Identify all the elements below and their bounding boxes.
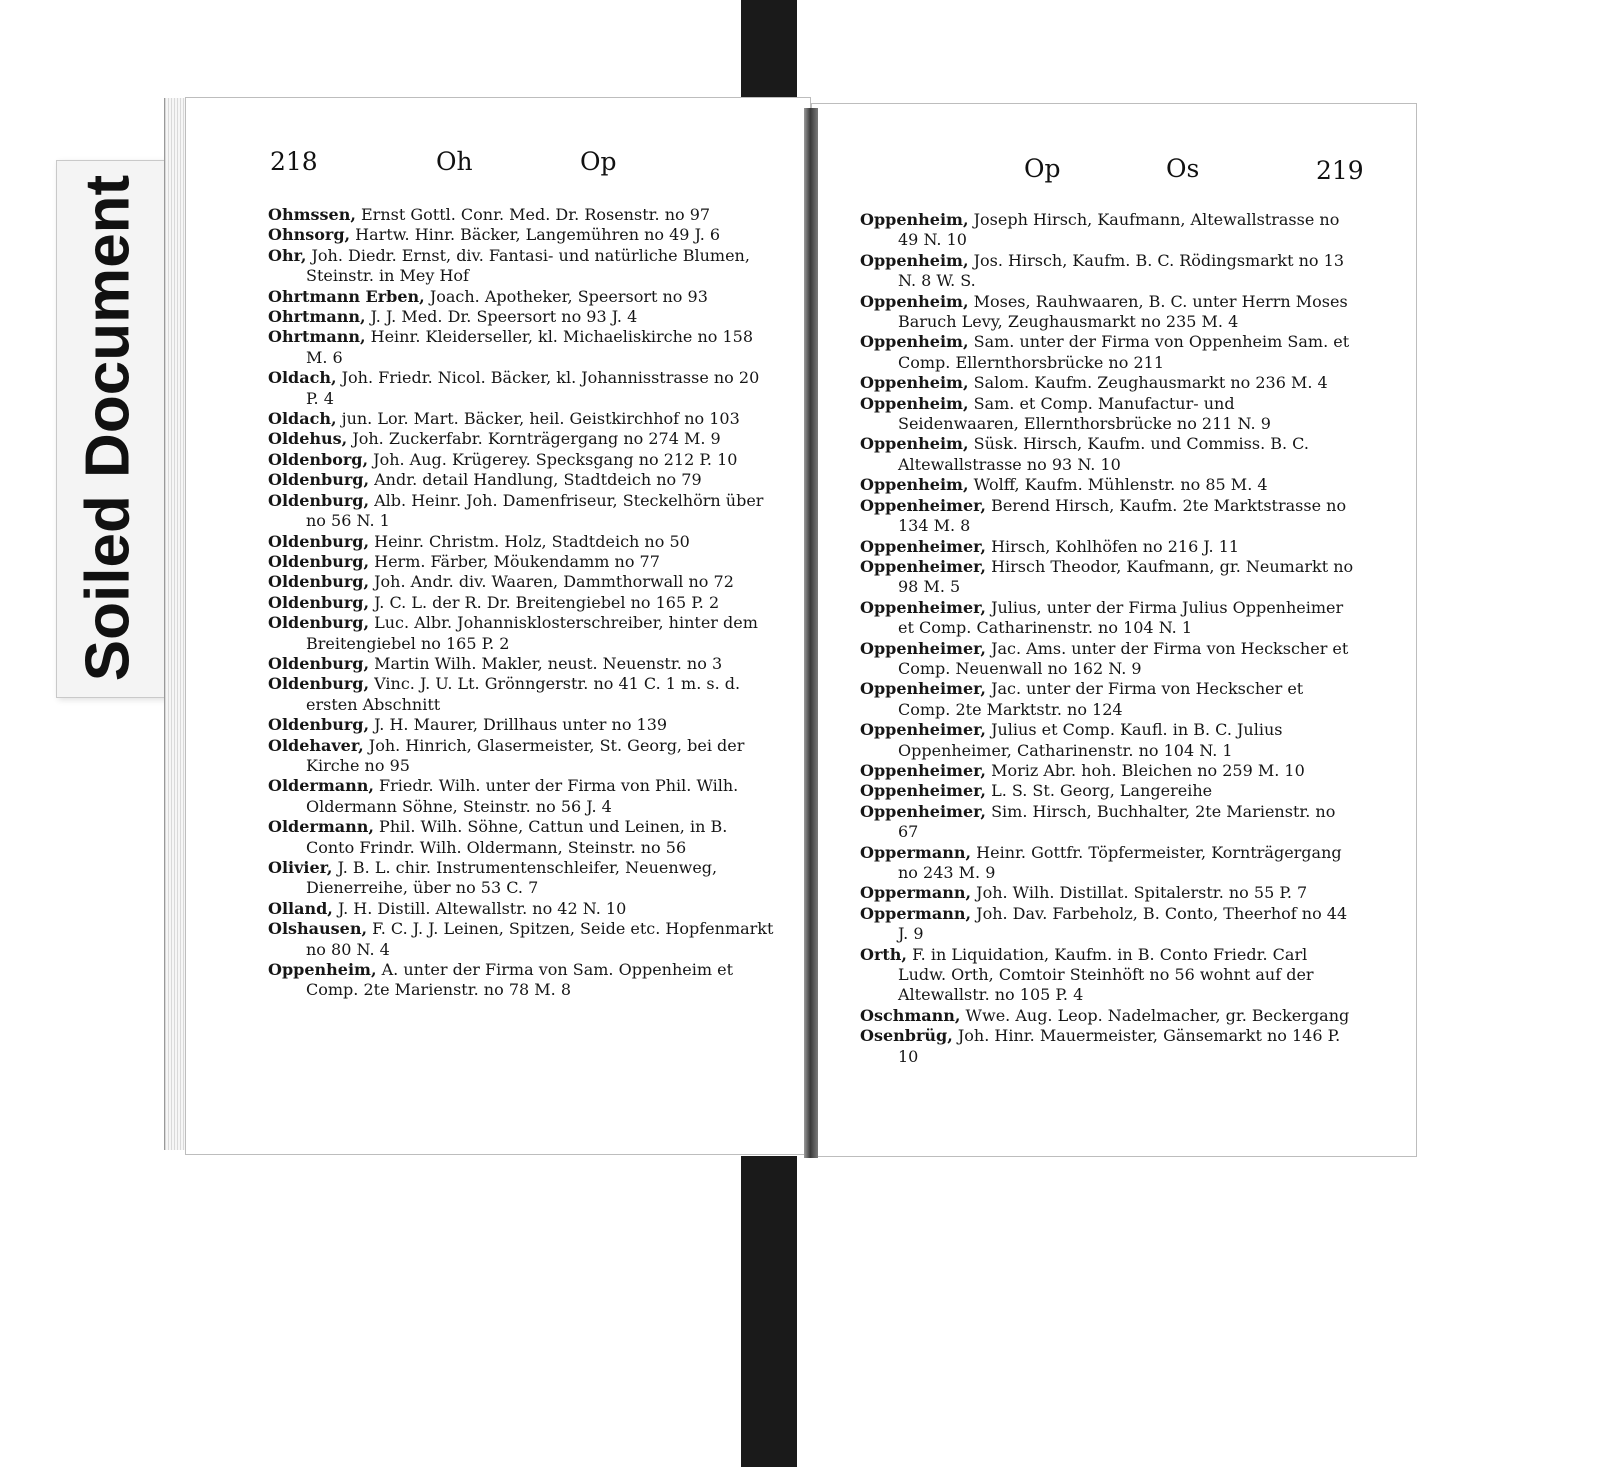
entry-details: J. J. Med. Dr. Speersort no 93 J. 4 (370, 307, 638, 327)
directory-entry (860, 883, 1360, 903)
directory-entry (268, 776, 774, 817)
directory-entry (268, 593, 774, 613)
entry-name: Ohmssen, (268, 205, 356, 224)
directory-entry (268, 654, 774, 674)
directory-entry (860, 292, 1360, 333)
entry-name: Oldenburg, (268, 715, 370, 735)
entry-details: Joh. Friedr. Nicol. Bäcker, kl. Johannisstrasse no 20 P. 4 (306, 368, 760, 408)
directory-entry (268, 450, 774, 470)
entry-details: J. H. Maurer, Drillhaus unter no 139 (374, 715, 668, 735)
directory-entry (268, 817, 774, 858)
entry-name: Oldenborg, (268, 449, 369, 469)
directory-entry (860, 1006, 1360, 1026)
entry-name: Oppenheim, (860, 250, 969, 270)
entry-name: Oldenburg, (268, 592, 370, 612)
directory-entry (860, 557, 1360, 598)
entry-name: Oppenheimer, (860, 679, 986, 699)
entry-details: Andr. detail Handlung, Stadtdeich no 79 (374, 470, 702, 490)
entry-name: Oppenheimer, (860, 495, 986, 515)
entry-name: Oppenheim, (860, 210, 969, 229)
book-gutter (804, 108, 818, 1158)
entry-details: F. C. J. J. Leinen, Spitzen, Seide etc. Hopfenmarkt no 80 N. 4 (306, 919, 774, 959)
entry-name: Ohrtmann, (268, 307, 366, 327)
left-header-left: Oh (436, 147, 473, 176)
entry-details: Heinr. Gottfr. Töpfermeister, Kornträgergang no 243 M. 9 (898, 842, 1342, 882)
directory-entry (268, 715, 774, 735)
entry-name: Oppenheimer, (860, 720, 986, 740)
entry-details: Moses, Rauhwaaren, B. C. unter Herrn Moses Baruch Levy, Zeughausmarkt no 235 M. 4 (898, 291, 1348, 332)
directory-entry (268, 327, 774, 368)
entry-details: Joh. Aug. Krügerey. Specksgang no 212 P. 10 (373, 449, 738, 469)
entry-details: Heinr. Christm. Holz, Stadtdeich no 50 (374, 531, 690, 551)
directory-entry (860, 1026, 1360, 1067)
entry-name: Osenbrüg, (860, 1026, 953, 1046)
entry-details: Joh. Diedr. Ernst, div. Fantasi- und natürliche Blumen, Steinstr. in Mey Hof (306, 245, 750, 286)
entry-details: Jac. unter der Firma von Heckscher et Comp. 2te Marktstr. no 124 (898, 679, 1304, 719)
entry-details: Joseph Hirsch, Kaufmann, Altewallstrasse no 49 N. 10 (898, 210, 1340, 250)
entry-name: Oppenheimer, (860, 760, 986, 780)
directory-entry (860, 434, 1360, 475)
entry-details: Julius, unter der Firma Julius Oppenheimer et Comp. Catharinenstr. no 104 N. 1 (898, 597, 1344, 638)
entry-details: Jos. Hirsch, Kaufm. B. C. Rödingsmarkt no 13 N. 8 W. S. (898, 250, 1344, 291)
entry-details: Julius et Comp. Kaufl. in B. C. Julius Oppenheimer, Catharinenstr. no 104 N. 1 (898, 720, 1283, 760)
entry-name: Oldenburg, (268, 490, 370, 510)
right-header-left: Op (1024, 154, 1061, 183)
entry-name: Oldermann, (268, 817, 374, 837)
entry-details: Vinc. J. U. Lt. Grönngerstr. no 41 C. 1 m. s. d. ersten Abschnitt (306, 674, 741, 714)
entry-details: Hirsch, Kohlhöfen no 216 J. 11 (991, 536, 1240, 556)
entry-name: Oppenheim, (268, 960, 377, 980)
directory-entry (860, 251, 1360, 292)
entry-name: Ohrtmann, (268, 327, 366, 347)
entry-name: Oldehaver, (268, 735, 364, 755)
entry-details: Joh. Wilh. Distillat. Spitalerstr. no 55 P. 7 (976, 883, 1308, 903)
directory-entry (268, 429, 774, 449)
entry-details: A. unter der Firma von Sam. Oppenheim et Comp. 2te Marienstr. no 78 M. 8 (306, 960, 734, 1000)
directory-entry (268, 899, 774, 919)
entry-details: L. S. St. Georg, Langereihe (991, 781, 1213, 801)
entry-details: Joh. Hinr. Mauermeister, Gänsemarkt no 146 P. 10 (898, 1026, 1341, 1066)
entry-details: J. H. Distill. Altewallstr. no 42 N. 10 (337, 898, 627, 918)
directory-entry (268, 572, 774, 592)
entry-name: Oppenheimer, (860, 536, 986, 556)
entry-name: Ohnsorg, (268, 225, 351, 245)
left-entries (268, 205, 774, 1001)
entry-name: Oldermann, (268, 776, 374, 796)
entry-name: Oppermann, (860, 903, 972, 923)
entry-name: Oldach, (268, 368, 337, 388)
directory-entry (268, 674, 774, 715)
directory-entry (860, 639, 1360, 680)
directory-entry (268, 491, 774, 532)
entry-name: Oppenheim, (860, 434, 969, 454)
entry-name: Oppermann, (860, 883, 972, 903)
entry-name: Oppenheimer, (860, 638, 986, 658)
entry-details: Joh. Zuckerfabr. Kornträgergang no 274 M. 9 (352, 429, 721, 449)
entry-name: Oppermann, (860, 842, 972, 862)
entry-name: Oppenheimer, (860, 781, 986, 801)
entry-name: Oldehus, (268, 429, 348, 449)
entry-name: Oppenheimer, (860, 556, 986, 576)
entry-name: Olshausen, (268, 919, 368, 939)
directory-entry (268, 225, 774, 245)
directory-entry (268, 409, 774, 429)
entry-name: Oldenburg, (268, 613, 370, 633)
directory-entry (860, 537, 1360, 557)
entry-name: Oldenburg, (268, 551, 370, 571)
entry-details: Jac. Ams. unter der Firma von Heckscher et Comp. Neuenwall no 162 N. 9 (898, 638, 1349, 678)
directory-entry (268, 470, 774, 490)
directory-entry (268, 368, 774, 409)
directory-entry (860, 332, 1360, 373)
directory-entry (860, 496, 1360, 537)
right-header-right: Os (1166, 154, 1200, 183)
entry-name: Oldach, (268, 409, 337, 429)
entry-details: Friedr. Wilh. unter der Firma von Phil. Wilh. Oldermann Söhne, Steinstr. no 56 J. 4 (306, 776, 739, 816)
entry-name: Oppenheim, (860, 393, 969, 413)
entry-name: Orth, (860, 944, 907, 964)
directory-entry (860, 761, 1360, 781)
tab-label: Soiled Document (73, 174, 143, 682)
left-header-right: Op (580, 147, 617, 176)
entry-details: Alb. Heinr. Joh. Damenfriseur, Steckelhörn über no 56 N. 1 (306, 490, 764, 531)
directory-entry (860, 598, 1360, 639)
directory-entry (860, 945, 1360, 1006)
entry-details: Joh. Hinrich, Glasermeister, St. Georg, bei der Kirche no 95 (306, 735, 745, 775)
entry-details: F. in Liquidation, Kaufm. in B. Conto Friedr. Carl Ludw. Orth, Comtoir Steinhöft no 56 wohnt auf der Altewallstr. no 105 P. 4 (898, 944, 1314, 1005)
entry-details: Joh. Andr. div. Waaren, Dammthorwall no 72 (374, 572, 734, 592)
right-page-number: 219 (1316, 156, 1364, 185)
binding-strip-bottom (741, 1156, 797, 1467)
entry-details: Heinr. Kleiderseller, kl. Michaeliskirche no 158 M. 6 (306, 327, 754, 367)
entry-name: Oschmann, (860, 1005, 961, 1025)
directory-entry (860, 802, 1360, 843)
entry-name: Oldenburg, (268, 470, 370, 490)
directory-entry (860, 843, 1360, 884)
entry-details: Salom. Kaufm. Zeughausmarkt no 236 M. 4 (973, 373, 1328, 393)
directory-entry (860, 210, 1360, 251)
entry-details: Moriz Abr. hoh. Bleichen no 259 M. 10 (991, 760, 1305, 780)
entry-details: J. B. L. chir. Instrumentenschleifer, Neuenweg, Dienerreihe, über no 53 C. 7 (306, 858, 718, 898)
right-entries (860, 210, 1360, 1067)
entry-details: Hirsch Theodor, Kaufmann, gr. Neumarkt no 98 M. 5 (898, 556, 1354, 597)
directory-entry (268, 960, 774, 1001)
entry-details: Hartw. Hinr. Bäcker, Langemühren no 49 J. 6 (355, 225, 721, 245)
entry-details: Süsk. Hirsch, Kaufm. und Commiss. B. C. Altewallstrasse no 93 N. 10 (898, 434, 1309, 474)
directory-entry (268, 205, 774, 225)
directory-entry (860, 781, 1360, 801)
directory-entry (268, 858, 774, 899)
directory-entry (860, 394, 1360, 435)
entry-details: J. C. L. der R. Dr. Breitengiebel no 165 P. 2 (374, 592, 720, 612)
entry-name: Oldenburg, (268, 531, 370, 551)
entry-details: Martin Wilh. Makler, neust. Neuenstr. no 3 (374, 653, 723, 673)
entry-name: Olland, (268, 898, 333, 918)
entry-name: Oldenburg, (268, 674, 370, 694)
entry-details: Sim. Hirsch, Buchhalter, 2te Marienstr. no 67 (898, 801, 1336, 842)
entry-details: Sam. unter der Firma von Oppenheim Sam. et Comp. Ellernthorsbrücke no 211 (898, 332, 1350, 372)
entry-details: Herm. Färber, Möukendamm no 77 (374, 551, 660, 571)
entry-name: Oldenburg, (268, 653, 370, 673)
entry-details: Sam. et Comp. Manufactur- und Seidenwaaren, Ellernthorsbrücke no 211 N. 9 (898, 393, 1271, 434)
directory-entry (860, 720, 1360, 761)
entry-name: Ohr, (268, 245, 307, 265)
directory-entry (268, 613, 774, 654)
entry-name: Oldenburg, (268, 572, 370, 592)
entry-name: Oppenheim, (860, 373, 969, 393)
directory-entry (860, 679, 1360, 720)
entry-details: Wwe. Aug. Leop. Nadelmacher, gr. Beckergang (965, 1005, 1350, 1025)
entry-name: Oppenheimer, (860, 597, 986, 617)
entry-name: Ohrtmann Erben, (268, 286, 425, 306)
entry-name: Oppenheim, (860, 291, 969, 311)
entry-details: Wolff, Kaufm. Mühlenstr. no 85 M. 4 (973, 475, 1268, 495)
entry-details: Phil. Wilh. Söhne, Cattun und Leinen, in B. Conto Frindr. Wilh. Oldermann, Steinstr. no 56 (306, 817, 728, 857)
directory-entry (268, 307, 774, 327)
directory-entry (268, 552, 774, 572)
entry-details: Berend Hirsch, Kaufm. 2te Marktstrasse no 134 M. 8 (898, 495, 1347, 536)
entry-details: Ernst Gottl. Conr. Med. Dr. Rosenstr. no 97 (361, 205, 711, 224)
directory-entry (268, 736, 774, 777)
entry-details: Joh. Dav. Farbeholz, B. Conto, Theerhof no 44 J. 9 (898, 903, 1348, 944)
entry-name: Oppenheim, (860, 475, 969, 495)
directory-entry (268, 919, 774, 960)
entry-details: Luc. Albr. Johannisklosterschreiber, hinter dem Breitengiebel no 165 P. 2 (306, 613, 758, 653)
directory-entry (860, 904, 1360, 945)
entry-details: Joach. Apotheker, Speersort no 93 (429, 286, 708, 306)
left-page-number: 218 (270, 147, 318, 176)
directory-entry (268, 246, 774, 287)
entry-name: Oppenheim, (860, 332, 969, 352)
entry-details: jun. Lor. Mart. Bäcker, heil. Geistkirchhof no 103 (341, 409, 740, 429)
directory-entry (268, 532, 774, 552)
entry-name: Olivier, (268, 858, 333, 877)
directory-entry (860, 475, 1360, 495)
directory-entry (860, 373, 1360, 393)
entry-name: Oppenheimer, (860, 801, 986, 821)
directory-entry (268, 287, 774, 307)
